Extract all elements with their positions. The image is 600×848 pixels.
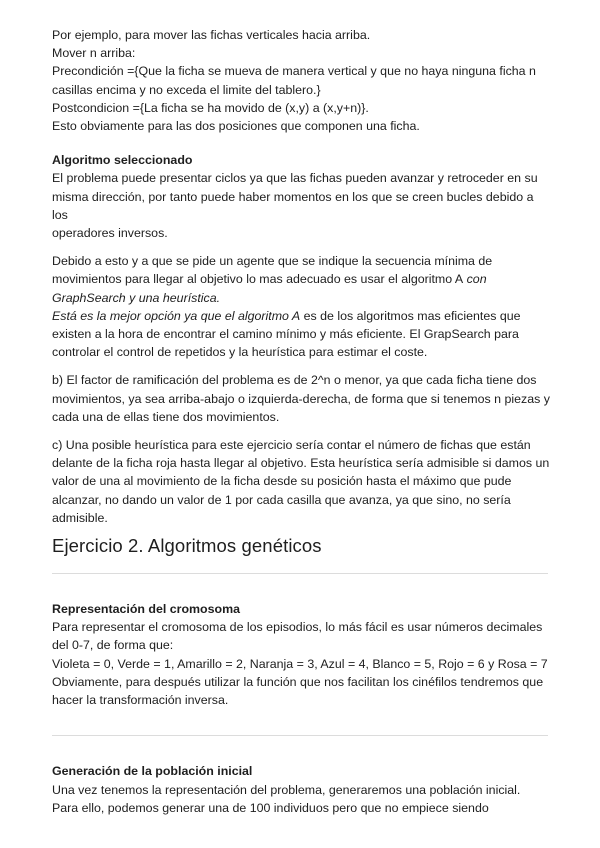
text-line: Para representar el cromosoma de los episodios, lo más fácil es usar números decimales <box>52 620 543 635</box>
text-line: del 0-7, de forma que: <box>52 638 174 653</box>
text-line: casillas encima y no exceda el limite del tablero.} <box>52 82 321 97</box>
text-line: alcanzar, no dando un valor de 1 por cada casilla que avanza, ya que sino, no sería <box>52 492 511 507</box>
branching-factor-paragraph <box>52 371 552 426</box>
section-divider <box>52 573 548 574</box>
algorithm-section <box>52 151 552 242</box>
text-line <box>52 270 552 288</box>
text-line: Mover n arriba: <box>52 46 136 61</box>
text-line: controlar el control de repetidos y la heurística para estimar el coste. <box>52 345 428 360</box>
text-line: El problema puede presentar ciclos ya que las fichas pueden avanzar y retroceder en su <box>52 171 538 186</box>
text-span: movimientos para llegar al objetivo lo mas adecuado es usar el algoritmo A <box>52 272 464 287</box>
section-divider <box>52 735 548 736</box>
exercise-2-heading: Ejercicio 2. Algoritmos genéticos <box>52 535 322 557</box>
text-line: c) Una posible heurística para este ejercicio sería contar el número de fichas que están <box>52 438 531 453</box>
text-span: es de los algoritmos mas eficientes que <box>300 308 521 323</box>
italic-span: con <box>463 272 487 287</box>
section-heading: Representación del cromosoma <box>52 602 240 617</box>
text-line <box>52 307 552 325</box>
text-line: Esto obviamente para las dos posiciones que componen una ficha. <box>52 119 420 134</box>
text-line: hacer la transformación inversa. <box>52 693 229 708</box>
text-line: cada una de ellas tiene dos movimientos. <box>52 409 280 424</box>
heuristic-paragraph <box>52 436 552 527</box>
section-heading: Algoritmo seleccionado <box>52 153 193 168</box>
intro-paragraph <box>52 26 552 135</box>
algorithm-choice-paragraph <box>52 252 552 361</box>
text-line: delante de la ficha roja hasta llegar al objetivo. Esta heurística sería admisible si damos un <box>52 456 550 471</box>
document-page <box>52 26 552 827</box>
text-line: admisible. <box>52 510 108 525</box>
italic-span: Está es la mejor opción ya que el algoritmo A <box>52 308 301 323</box>
text-line: Para ello, podemos generar una de 100 individuos pero que no empiece siendo <box>52 800 489 815</box>
text-line: Postcondicion ={La ficha se ha movido de (x,y) a (x,y+n)}. <box>52 100 369 115</box>
text-line: Debido a esto y a que se pide un agente que se indique la secuencia mínima de <box>52 254 493 269</box>
text-line: Obviamente, para después utilizar la función que nos facilitan los cinéfilos tendremos que <box>52 674 544 689</box>
text-line: b) El factor de ramificación del problema es de 2^n o menor, ya que cada ficha tiene dos <box>52 373 537 388</box>
text-line: existen a la hora de encontrar el camino mínimo y más eficiente. El GrapSearch para <box>52 327 519 342</box>
text-line: Una vez tenemos la representación del problema, generaremos una población inicial. <box>52 782 521 797</box>
text-line: misma dirección, por tanto puede haber momentos en los que se creen bucles debido a los <box>52 189 534 222</box>
text-line: Precondición ={Que la ficha se mueva de manera vertical y que no haya ninguna ficha n <box>52 64 536 79</box>
section-heading: Generación de la población inicial <box>52 764 253 779</box>
text-line: valor de una al movimiento de la ficha desde su posición hasta el máximo que pude <box>52 474 512 489</box>
text-line: Violeta = 0, Verde = 1, Amarillo = 2, Naranja = 3, Azul = 4, Blanco = 5, Rojo = 6 y Rosa = 7 <box>52 656 548 671</box>
italic-line: GraphSearch y una heurística. <box>52 290 221 305</box>
text-line: movimientos, ya sea arriba-abajo o izquierda-derecha, de forma que si tenemos n piezas y <box>52 391 550 406</box>
chromosome-section <box>52 600 552 709</box>
text-line: operadores inversos. <box>52 226 168 241</box>
initial-population-section <box>52 762 552 817</box>
text-line: Por ejemplo, para mover las fichas verticales hacia arriba. <box>52 28 371 42</box>
